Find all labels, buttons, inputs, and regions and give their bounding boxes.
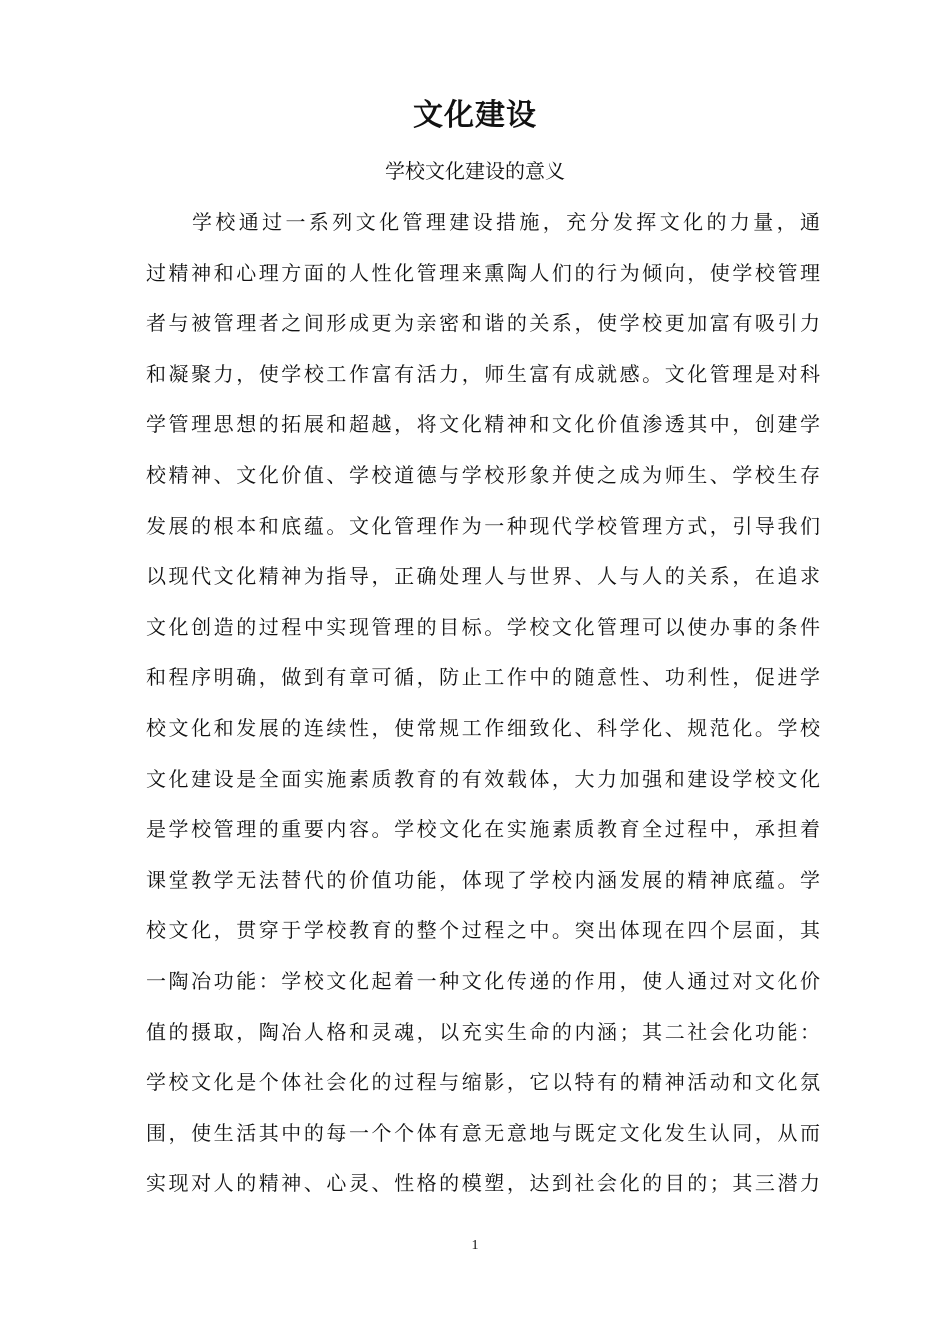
paragraph-line: 课堂教学无法替代的价值功能，体现了学校内涵发展的精神底蕴。学 bbox=[146, 867, 820, 892]
paragraph-line: 学校通过一系列文化管理建设措施，充分发挥文化的力量，通 bbox=[192, 210, 820, 234]
paragraph-line: 者与被管理者之间形成更为亲密和谐的关系，使学校更加富有吸引力 bbox=[146, 311, 820, 336]
paragraph-line: 学管理思想的拓展和超越，将文化精神和文化价值渗透其中，创建学 bbox=[146, 412, 820, 437]
paragraph-line: 文化建设是全面实施素质教育的有效载体，大力加强和建设学校文化 bbox=[146, 766, 820, 791]
paragraph-line: 文化创造的过程中实现管理的目标。学校文化管理可以使办事的条件 bbox=[146, 614, 820, 639]
document-subtitle: 学校文化建设的意义 bbox=[385, 159, 565, 183]
document-title: 文化建设 bbox=[413, 98, 537, 133]
paragraph-line: 过精神和心理方面的人性化管理来熏陶人们的行为倾向，使学校管理 bbox=[146, 260, 820, 285]
paragraph-line: 以现代文化精神为指导，正确处理人与世界、人与人的关系，在追求 bbox=[146, 564, 820, 589]
paragraph-line: 值的摄取，陶冶人格和灵魂，以充实生命的内涵；其二社会化功能： bbox=[146, 1019, 820, 1044]
paragraph-line: 校文化，贯穿于学校教育的整个过程之中。突出体现在四个层面，其 bbox=[146, 918, 820, 943]
paragraph-line: 校精神、文化价值、学校道德与学校形象并使之成为师生、学校生存 bbox=[146, 462, 820, 487]
page-number: 1 bbox=[471, 1238, 479, 1253]
paragraph-line: 实现对人的精神、心灵、性格的模塑，达到社会化的目的；其三潜力 bbox=[146, 1171, 820, 1196]
paragraph-line: 是学校管理的重要内容。学校文化在实施素质教育全过程中，承担着 bbox=[146, 817, 820, 842]
paragraph-line: 学校文化是个体社会化的过程与缩影，它以特有的精神活动和文化氛 bbox=[146, 1070, 820, 1095]
paragraph-line: 和凝聚力，使学校工作富有活力，师生富有成就感。文化管理是对科 bbox=[146, 361, 820, 386]
body-paragraph bbox=[146, 200, 820, 1212]
paragraph-line: 一陶冶功能：学校文化起着一种文化传递的作用，使人通过对文化价 bbox=[146, 968, 820, 993]
paragraph-line: 围，使生活其中的每一个个体有意无意地与既定文化发生认同，从而 bbox=[146, 1120, 820, 1145]
paragraph-line: 和程序明确，做到有章可循，防止工作中的随意性、功利性，促进学 bbox=[146, 665, 820, 690]
paragraph-line: 发展的根本和底蕴。文化管理作为一种现代学校管理方式，引导我们 bbox=[146, 513, 820, 538]
paragraph-line: 校文化和发展的连续性，使常规工作细致化、科学化、规范化。学校 bbox=[146, 715, 820, 740]
